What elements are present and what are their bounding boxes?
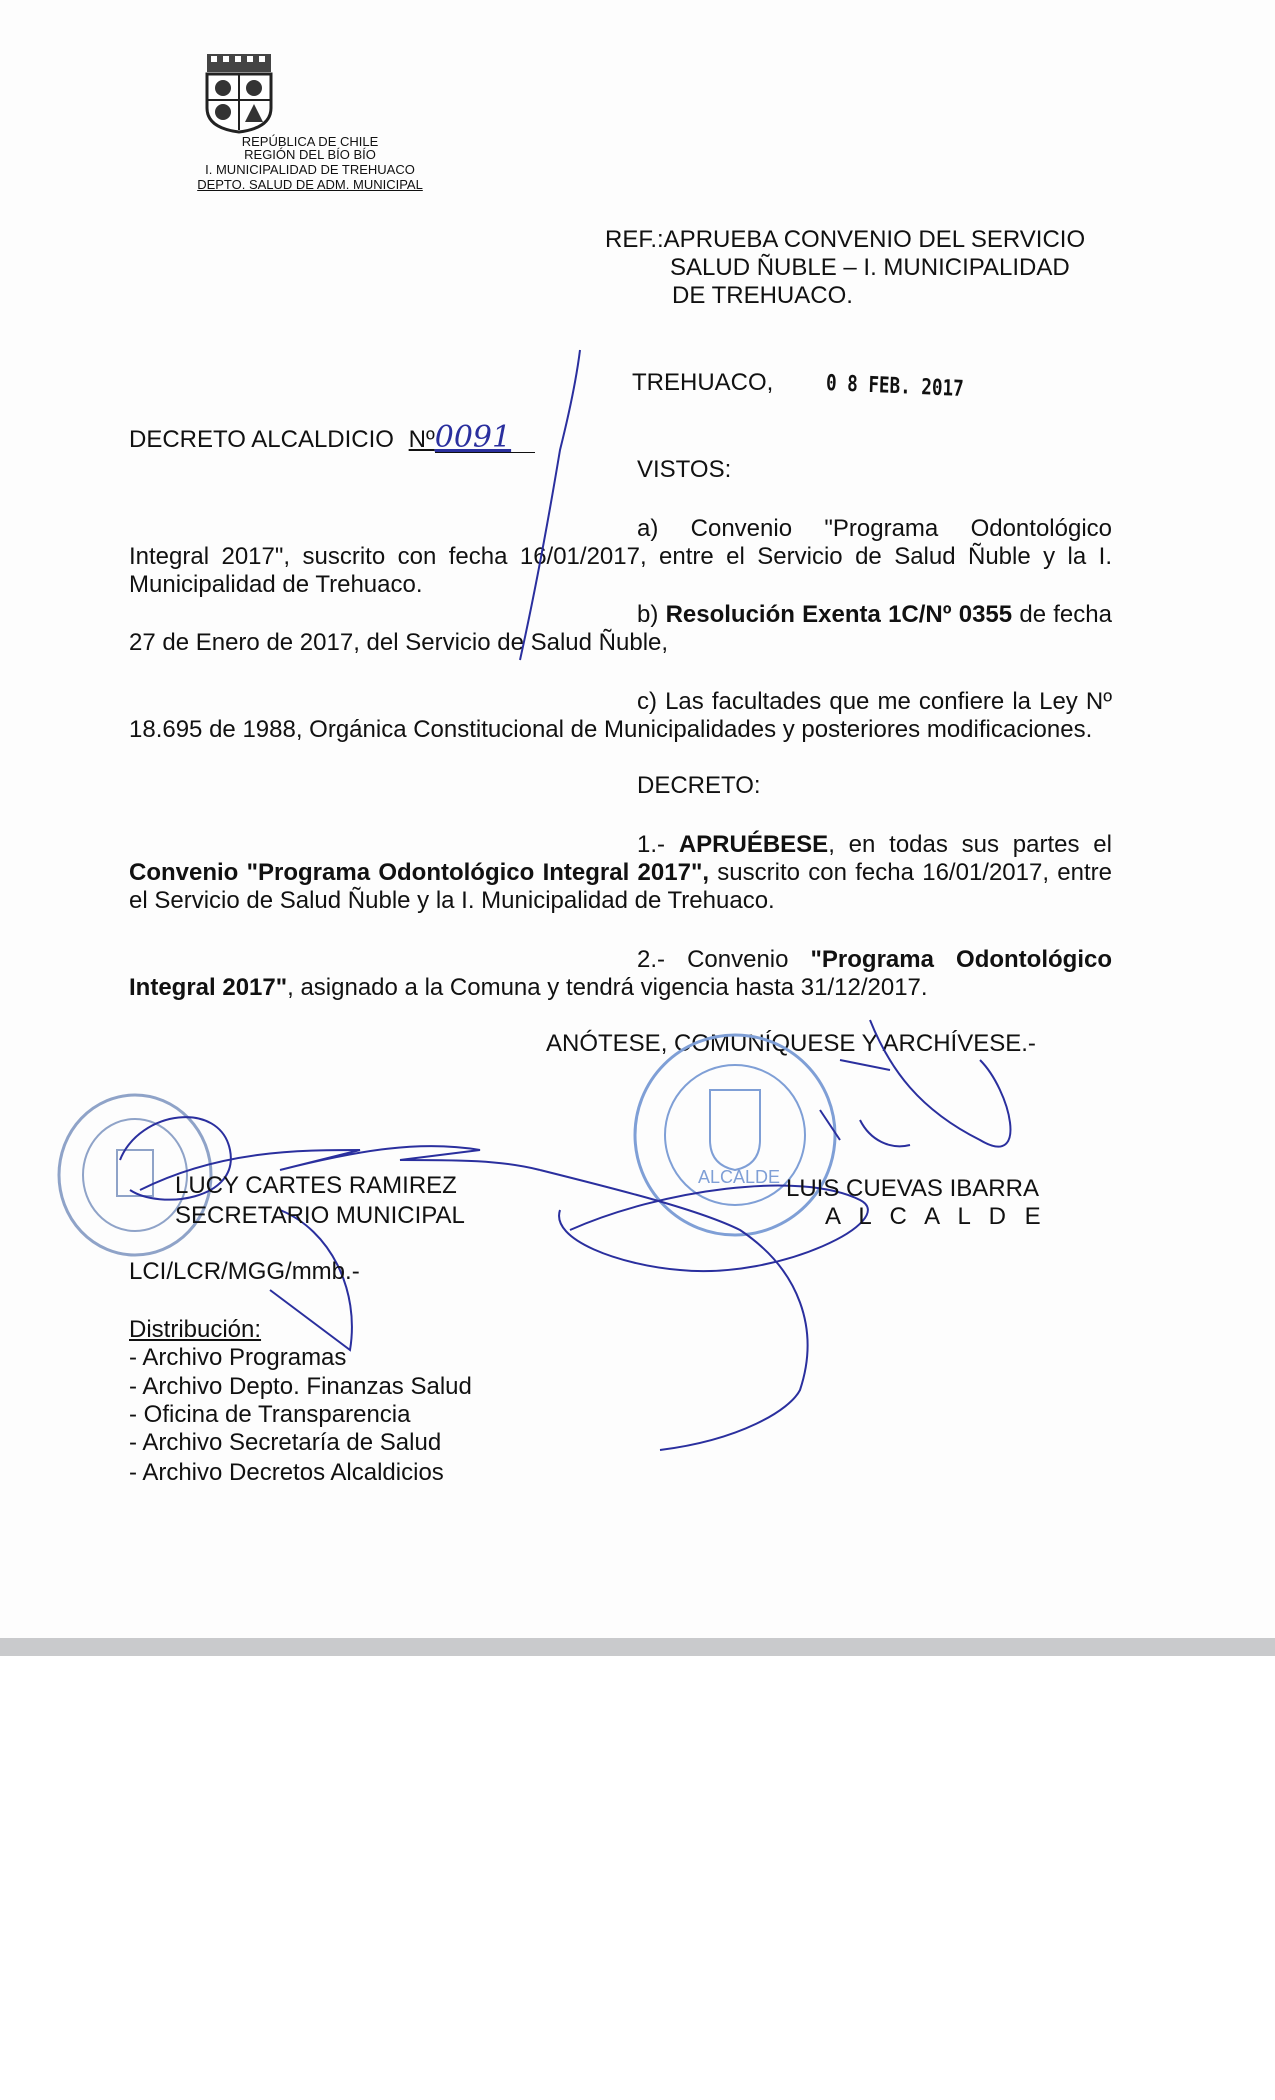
item1-post: suscrito con fecha 16/01/2017, entre el Servicio de Salud Ñuble y la I. Municipalidad de Trehuaco. (129, 859, 1113, 914)
item2-bold: "Programa Odontológico Integral 2017" (129, 946, 1112, 1001)
vistos-a: a) Convenio "Programa Odontológico Integral 2017", suscrito con fecha 16/01/2017, entre el Servicio de Salud Ñuble y la I. Municipalidad de Trehuaco. (129, 515, 1112, 598)
date-stamp: 0 8 FEB. 2017 (825, 371, 965, 403)
header-municipality: I. MUNICIPALIDAD DE TREHUACO (205, 162, 415, 177)
decree-number-handwritten: 0091 (435, 424, 535, 453)
coat-of-arms-logo (201, 52, 277, 134)
distribution-item: - Archivo Secretaría de Salud (129, 1429, 442, 1456)
ref-line-1: REF.:APRUEBA CONVENIO DEL SERVICIO (605, 226, 1086, 253)
svg-text:ALCALDE: ALCALDE (698, 1167, 781, 1187)
decreto-heading: DECRETO: (637, 772, 761, 799)
ref-line-3: DE TREHUACO. (672, 282, 853, 309)
initials: LCI/LCR/MGG/mmb.- (129, 1258, 360, 1285)
item1-bold2: Convenio "Programa Odontológico Integral 2017", (129, 859, 709, 886)
item1-mid: , en todas sus partes el (828, 831, 1112, 858)
item1-pre: 1.- (637, 831, 679, 858)
header-republica: REPÚBLICA DE CHILE (241, 134, 379, 149)
vistos-b-post: de fecha 27 de Enero de 2017, del Servicio de Salud Ñuble, (129, 601, 1112, 656)
decree-number-prefix: Nº (408, 426, 435, 453)
handwritten-signatures (100, 330, 1100, 1460)
item1-bold1: APRUÉBESE (678, 831, 829, 858)
header-region: REGIÓN DEL BÍO BÍO (244, 147, 376, 162)
item2-post: , asignado a la Comuna y tendrá vigencia hasta 31/12/2017. (287, 974, 928, 1001)
distribution-item: - Archivo Decretos Alcaldicios (129, 1459, 444, 1486)
vistos-b-pre: b) (637, 601, 666, 628)
mayor-name: LUIS CUEVAS IBARRA (786, 1175, 1039, 1202)
mayor-title: A L C A L D E (825, 1203, 1047, 1230)
item2-pre: 2.- Convenio (637, 946, 811, 973)
distribution-item: - Oficina de Transparencia (129, 1401, 411, 1428)
place: TREHUACO, (632, 369, 774, 396)
closing-formula: ANÓTESE, COMUNÍQUESE Y ARCHÍVESE.- (546, 1030, 1036, 1057)
vistos-heading: VISTOS: (637, 456, 732, 483)
vistos-c: c) Las facultades que me confiere la Ley Nº 18.695 de 1988, Orgánica Constitucional de Municipalidades y posteriores modificaciones. (129, 688, 1112, 743)
secretary-name: LUCY CARTES RAMIREZ (175, 1172, 457, 1199)
decree-label-text: DECRETO ALCALDICIO (129, 426, 394, 453)
vistos-b-bold: Resolución Exenta 1C/Nº 0355 (665, 601, 1013, 628)
scan-edge (0, 1638, 1275, 1656)
ref-line-2: SALUD ÑUBLE – I. MUNICIPALIDAD (670, 254, 1070, 281)
distribution-title: Distribución: (129, 1316, 262, 1343)
secretary-title: SECRETARIO MUNICIPAL (175, 1202, 465, 1229)
distribution-item: - Archivo Programas (129, 1344, 347, 1371)
distribution-item: - Archivo Depto. Finanzas Salud (129, 1373, 472, 1400)
header-department: DEPTO. SALUD DE ADM. MUNICIPAL (197, 177, 423, 192)
